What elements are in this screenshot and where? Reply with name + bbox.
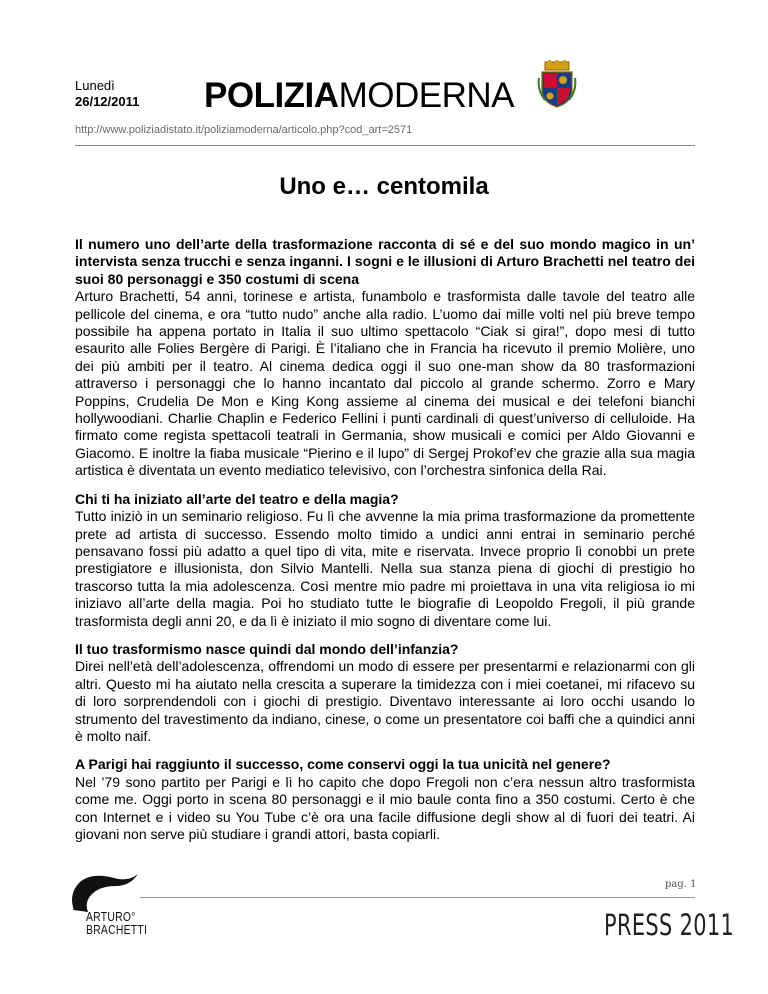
day-label: Lunedì bbox=[75, 78, 115, 93]
article-intro: Arturo Brachetti, 54 anni, torinese e artista, funambolo e trasformista dalle tavole del teatro alle pellicole del cinema, e ora “tutto nudo” anche alla radio. L’uomo dai mille volti nel più breve tempo possibile ha appena portato in Italia il suo ultimo spettacolo “Ciak si gira!”, dopo mesi di tutto esaurito alle Folies Bergère di Parigi. È l’italiano che in Francia ha ricevuto il premio Molière, uno dei più ambiti per il teatro. Al cinema dedica oggi il suo one-man show da 80 trasformazioni attraverso i personaggi che lo hanno incantato dal piccolo al grande schermo. Zorro e Mary Poppins, Crudelia De Mon e King Kong assieme al cinema dei musical e dei telefoni bianchi hollywoodiani. Charlie Chaplin e Federico Fellini i punti cardinali di quest’universo di celluloide. Ha firmato come regista spettacoli teatrali in Germania, show musicali e comici per Aldo Giovanni e Giacomo. E inoltre la fiaba musicale “Pierino e il lupo” di Sergej Prokof’ev che grazie alla sua magia artistica è diventata un evento mediatico televisivo, con l’orchestra sinfonica della Rai. bbox=[75, 288, 695, 479]
masthead-logo bbox=[204, 77, 514, 115]
arturo-brachetti-logo bbox=[66, 872, 148, 944]
footer-divider bbox=[140, 897, 695, 898]
logo-name-line1: ARTURO° bbox=[86, 909, 136, 924]
article-title: Uno e… centomila bbox=[279, 173, 489, 200]
police-crest-icon bbox=[537, 60, 577, 108]
article-intro-paragraph bbox=[75, 236, 695, 480]
question: A Parigi hai raggiunto il successo, come conservi oggi la tua unicità nel genere? bbox=[75, 756, 611, 773]
top-hat-silhouette-icon bbox=[66, 872, 144, 912]
qa-block bbox=[75, 756, 695, 843]
article-body bbox=[75, 236, 695, 854]
qa-block bbox=[75, 491, 695, 630]
article-lead: Il numero uno dell’arte della trasformazione racconta di sé e del suo mondo magico in un’ intervista senza trucchi e senza inganni. I sogni e le illusioni di Arturo Brachetti nel teatro dei suoi 80 personaggi e 350 costumi di scena bbox=[75, 236, 695, 287]
question: Il tuo trasformismo nasce quindi dal mondo dell’infanzia? bbox=[75, 640, 459, 657]
logo-word-moderna: MODERNA bbox=[338, 76, 514, 115]
date-block bbox=[75, 78, 139, 110]
header-divider bbox=[75, 145, 695, 146]
answer: Direi nell’età dell’adolescenza, offrendomi un modo di essere per presentarmi e relazionarmi con gli altri. Questo mi ha aiutato nella crescita a superare la timidezza con i miei coetanei, mi rifacevo su di loro sorprendendoli con i giochi di prestigio. Diventavo interessante ai loro occhi usando lo strumento del travestimento da indiano, cinese, o come un presentatore coi baffi che a quindici anni è molto naif. bbox=[75, 658, 695, 744]
press-label: PRESS 2011 bbox=[604, 908, 735, 942]
date-label: 26/12/2011 bbox=[75, 94, 140, 109]
qa-block bbox=[75, 641, 695, 745]
page-number: pag. 1 bbox=[665, 879, 697, 890]
article-url[interactable]: http://www.poliziadistato.it/poliziamoderna/articolo.php?cod_art=2571 bbox=[75, 124, 413, 136]
answer: Tutto iniziò in un seminario religioso. Fu lì che avvenne la mia prima trasformazione da promettente prete ad artista di successo. Essendo molto timido a undici anni entrai in seminario perché pensavano fossi più adatto a quel tipo di vita, mite e riservata. Invece proprio lì conobbi un prete prestigiatore e illusionista, don Silvio Mantelli. Nella sua stanza piena di giochi di prestigio ho trascorso tutta la mia adolescenza. Così mentre mio padre mi proiettava in una vita religiosa io mi iniziavo all’arte della magia. Poi ho studiato tutte le biografie di Leopoldo Fregoli, il più grande trasformista degli anni 20, e da lì è iniziato il mio sogno di diventare come lui. bbox=[75, 508, 695, 629]
question: Chi ti ha iniziato all’arte del teatro e della magia? bbox=[75, 490, 399, 507]
logo-word-polizia: POLIZIA bbox=[204, 76, 339, 115]
answer: Nel ’79 sono partito per Parigi e lì ho capito che dopo Fregoli non c’era nessun altro trasformista come me. Oggi porto in scena 80 personaggi e il mio baule conta fino a 350 costumi. Certo è che con Internet e i video su You Tube c’è ora una facile diffusione degli show al di fuori dei teatri. Ai giovani non serve più studiare i grandi attori, basta copiarli. bbox=[75, 773, 695, 842]
logo-name-line2: BRACHETTI bbox=[86, 922, 148, 937]
